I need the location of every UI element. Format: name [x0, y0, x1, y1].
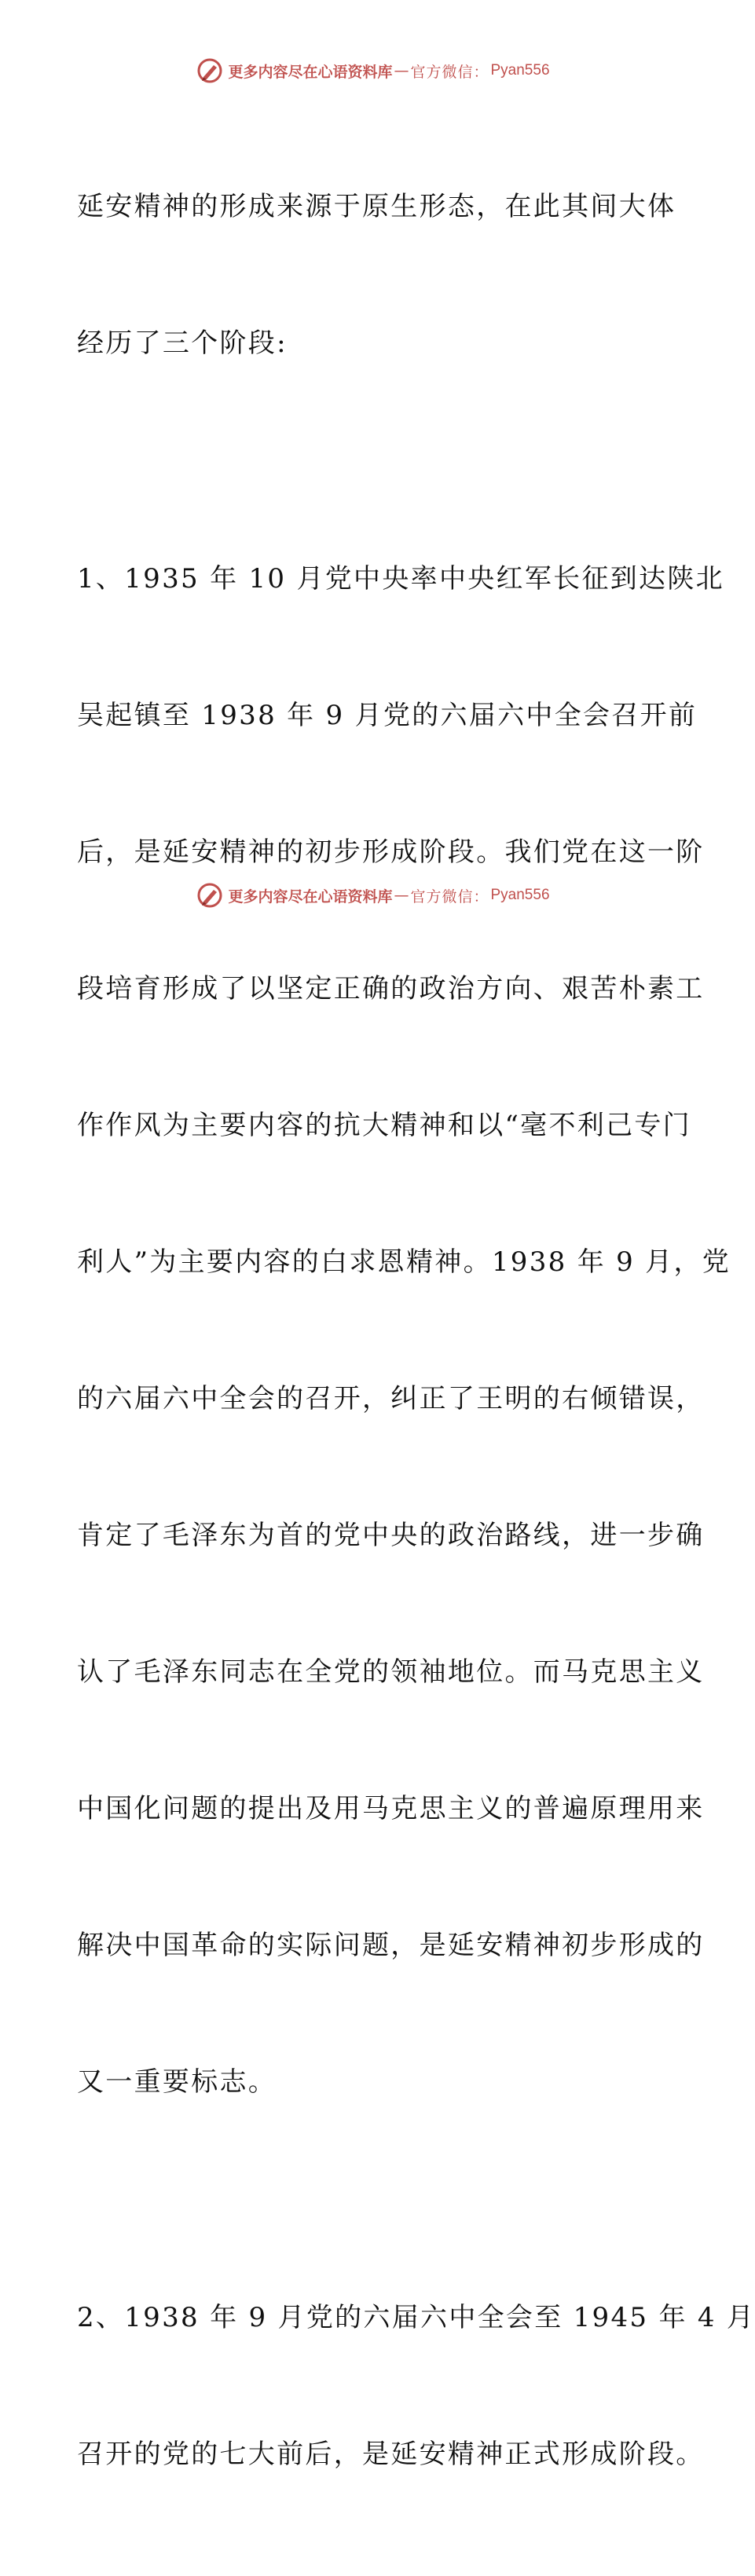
header-wechat-label: 官方微信：: [410, 63, 489, 81]
paragraph-stage-1: [77, 465, 731, 2196]
document-body: [77, 93, 755, 2576]
text-line: 召开的党的七大前后，是延安精神正式形成阶段。: [77, 2439, 705, 2470]
header-wechat-handle: Pyan556: [490, 62, 550, 79]
text-line: 吴起镇至 1938 年 9 月党的六届六中全会召开前: [77, 700, 698, 731]
text-line: 1、1935 年 10 月党中央率中央红军长征到达陕北: [77, 563, 724, 595]
text-line: 经历了三个阶段:: [77, 327, 288, 359]
footer-banner: [0, 880, 746, 911]
text-line: 认了毛泽东同志在全党的领袖地位。而马克思主义: [77, 1656, 705, 1688]
header-banner: [0, 55, 746, 86]
pen-logo-icon: [196, 882, 223, 909]
text-line: 中国化问题的提出及用马克思主义的普遍原理用来: [77, 1793, 705, 1824]
text-line: 解决中国革命的实际问题，是延安精神初步形成的: [77, 1930, 705, 1961]
text-line: 的六届六中全会的召开，纠正了王明的右倾错误，: [77, 1383, 705, 1414]
footer-brand-text: 更多内容尽在心语资料库: [228, 887, 393, 906]
text-line: 2、1938 年 9 月党的六届六中全会至 1945 年 4 月: [77, 2302, 755, 2333]
pen-logo-icon: [196, 57, 223, 84]
text-line: 后，是延安精神的初步形成阶段。我们党在这一阶: [77, 836, 705, 868]
text-line: 段培育形成了以坚定正确的政治方向、艰苦朴素工: [77, 973, 705, 1004]
footer-dash: —: [394, 887, 409, 904]
text-line: 延安精神的形成来源于原生形态，在此其间大体: [77, 191, 676, 222]
footer-wechat-handle: Pyan556: [490, 887, 550, 903]
paragraph-intro: [77, 93, 674, 457]
text-line: 肯定了毛泽东为首的党中央的政治路线，进一步确: [77, 1520, 705, 1551]
header-brand-text: 更多内容尽在心语资料库: [228, 63, 393, 81]
paragraph-stage-2: [77, 2204, 755, 2568]
text-line: 利人”为主要内容的白求恩精神。1938 年 9 月，党: [77, 1246, 731, 1278]
text-line: 又一重要标志。: [77, 2066, 277, 2098]
header-dash: —: [394, 62, 409, 79]
footer-wechat-label: 官方微信：: [410, 887, 489, 906]
text-line: 作作风为主要内容的抗大精神和以“毫不利己专门: [77, 1110, 691, 1141]
